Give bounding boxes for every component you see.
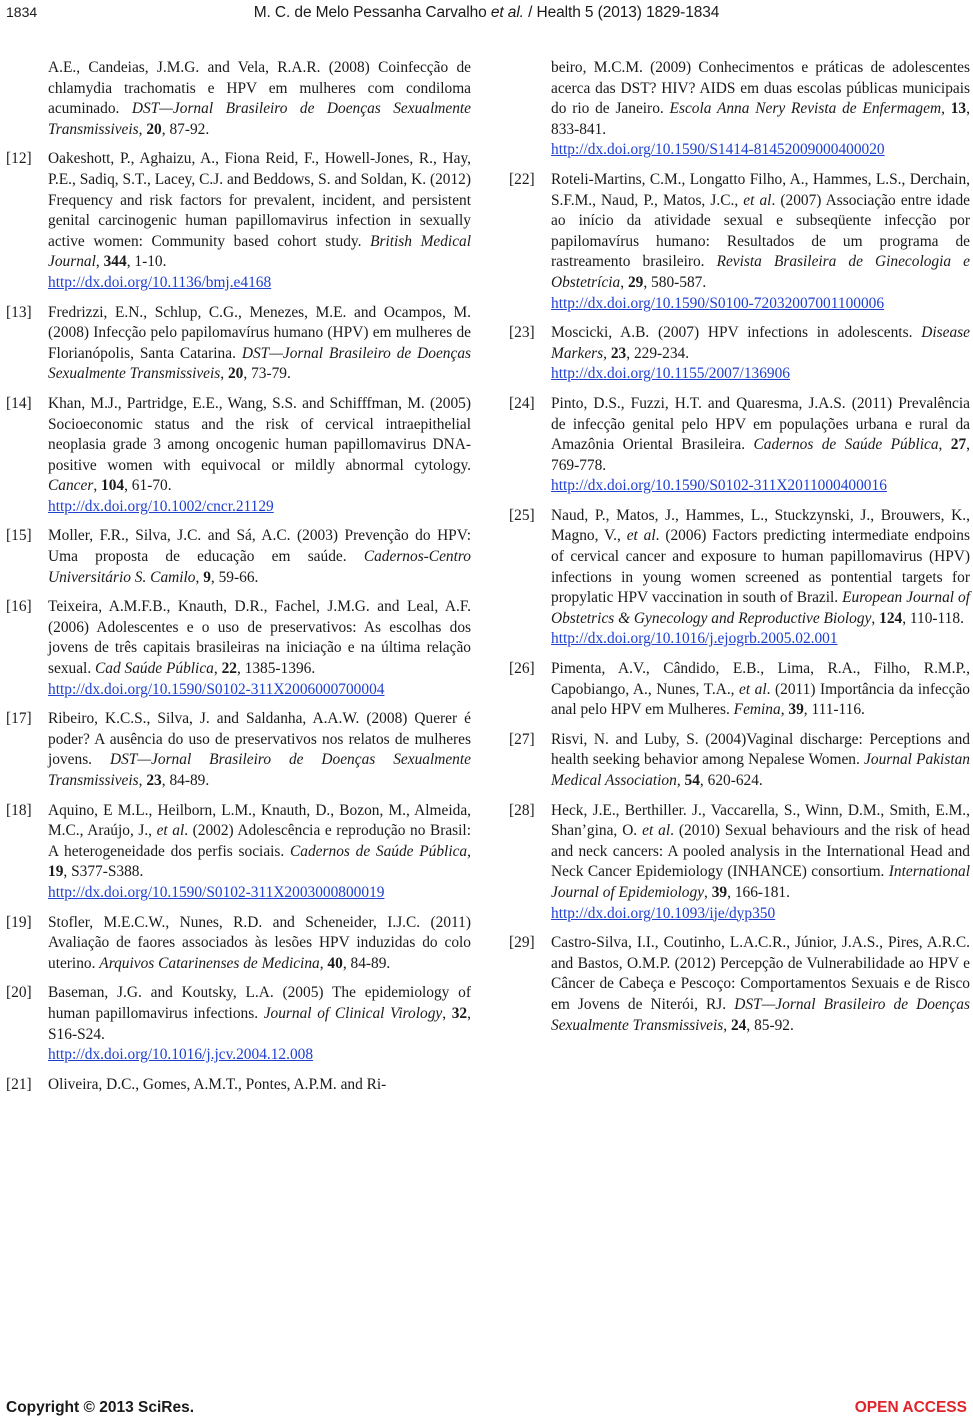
header-etal: et al. xyxy=(490,4,524,21)
reference-entry xyxy=(6,597,471,700)
reference-text: , xyxy=(220,365,228,383)
reference-text: Oakeshott, P., Aghaizu, A., Fiona Reid, F., Howell-Jones, R., Hay, P.E., Sadiq, S.T., Lacey, C.J. and Beddows, S. and Soldan, K. (2012) Frequency and risk factors for prevalent, incident, and persistent genital carcinogenic human papillomavirus infection in sexually active women: Community based cohort study. xyxy=(48,150,471,250)
doi-link[interactable]: http://dx.doi.org/10.1093/ije/dyp350 xyxy=(551,904,776,922)
reference-journal: Cadernos de Saúde Pública xyxy=(290,842,468,860)
reference-journal: Journal of Clinical Virology xyxy=(263,1004,443,1022)
reference-volume: 27 xyxy=(950,436,967,454)
reference-journal: Cancer xyxy=(48,477,94,495)
reference-text: , 111-116. xyxy=(803,701,865,719)
reference-text: , 59-66. xyxy=(210,568,259,586)
reference-volume: 13 xyxy=(950,100,967,118)
reference-journal: Journal Pakistan Medical Association xyxy=(551,751,970,789)
doi-link[interactable]: http://dx.doi.org/10.1590/S0102-311X2006000700004 xyxy=(48,680,385,698)
reference-entry xyxy=(509,801,970,925)
reference-entry xyxy=(509,58,970,161)
reference-text: Baseman, J.G. and Koutsky, L.A. (2005) The epidemiology of human papillomavirus infections. xyxy=(48,984,471,1022)
reference-journal: Cadernos-Centro Universitário S. Camilo xyxy=(48,548,471,586)
reference-number: [26] xyxy=(509,660,535,678)
doi-link[interactable]: http://dx.doi.org/10.1155/2007/136906 xyxy=(551,365,790,383)
reference-entry xyxy=(509,323,970,385)
reference-number: [12] xyxy=(6,150,32,168)
doi-link[interactable]: http://dx.doi.org/10.1016/j.jcv.2004.12.008 xyxy=(48,1046,314,1064)
reference-entry xyxy=(509,659,970,721)
reference-text: , xyxy=(213,660,222,678)
reference-text: , xyxy=(603,344,611,362)
references-left-column xyxy=(6,58,471,1104)
reference-journal: International Journal of Epidemiology xyxy=(551,863,970,901)
reference-entry xyxy=(6,801,471,904)
reference-number: [15] xyxy=(6,527,32,545)
reference-text: Moscicki, A.B. (2007) HPV infections in adolescents. xyxy=(551,324,922,342)
reference-entry xyxy=(509,933,970,1036)
reference-text: Teixeira, A.M.F.B., Knauth, D.R., Fachel, J.M.G. and Leal, A.F. (2006) Adolescentes e o uso de preservativos: As escolhas dos jovens de três capitais brasileiras na iniciação e na última relação sexual. xyxy=(48,598,471,678)
reference-text: , 166-181. xyxy=(727,883,790,901)
reference-number: [23] xyxy=(509,324,535,342)
reference-text: , xyxy=(442,1004,452,1022)
reference-text: , 85-92. xyxy=(746,1016,794,1034)
reference-text: Aquino, E M.L., Heilborn, L.M., Knauth, D., Bozon, M., Almeida, M.C., Araújo, J., xyxy=(48,801,471,840)
reference-journal: DST—Jornal Brasileiro de Doenças Sexualmente Transmissiveis xyxy=(48,100,471,138)
reference-text: , 110-118. xyxy=(902,609,964,627)
reference-text: Risvi, N. and Luby, S. (2004)Vaginal discharge: Perceptions and health seeking behavior among Nepalese Women. xyxy=(551,730,970,769)
reference-entry xyxy=(6,913,471,975)
reference-number: [18] xyxy=(6,801,32,819)
reference-volume: 29 xyxy=(627,273,644,291)
reference-text: Khan, M.J., Partridge, E.E., Wang, S.S. and Schifffman, M. (2005) Socioeconomic status and the risk of cervical intraepithelial neoplasia grade 3 among oncogenic human papillomavirus DNA-positive women with equivocal or mildly abnormal cytology. xyxy=(48,394,471,474)
reference-number: [19] xyxy=(6,913,32,931)
reference-text: , xyxy=(780,701,789,719)
reference-text: , 84-89. xyxy=(342,954,391,972)
reference-number: [25] xyxy=(509,506,535,524)
reference-text: , xyxy=(941,100,951,118)
reference-journal: European Journal of Obstetrics & Gynecology and Reproductive Biology xyxy=(551,589,971,627)
reference-text: , 1-10. xyxy=(126,253,167,271)
reference-number: [21] xyxy=(6,1075,32,1093)
reference-journal: et al xyxy=(156,822,185,840)
reference-text: , xyxy=(138,772,147,789)
reference-volume: 20 xyxy=(146,120,162,138)
reference-text: , xyxy=(620,273,628,291)
reference-journal: Cadernos de Saúde Pública xyxy=(753,436,939,454)
reference-volume: 32 xyxy=(451,1004,468,1022)
reference-text: . (2007) Associação entre idade ao início da atividade sexual e subseqüente infecção por papilomavírus humano: Resultados de um programa de rastreamento brasileiro. xyxy=(551,191,970,271)
reference-number: [20] xyxy=(6,984,32,1002)
reference-journal: DST—Jornal Brasileiro de Doenças Sexualmente Transmissiveis xyxy=(48,344,471,383)
reference-number: [14] xyxy=(6,394,32,412)
reference-journal: Femina xyxy=(733,701,781,719)
reference-text: . (2010) Sexual behaviours and the risk of head and neck cancers: A pooled analysis in the International Head and Neck Cancer Epidemiology (INHANCE) consortium. xyxy=(551,822,970,881)
doi-link[interactable]: http://dx.doi.org/10.1590/S0102-311X2003000800019 xyxy=(48,883,385,901)
reference-entry xyxy=(509,730,970,792)
reference-text: A.E., Candeias, J.M.G. and Vela, R.A.R. (2008) Coinfecção de chlamydia trachomatis e HPV em mulheres com condiloma acuminado. xyxy=(48,59,471,118)
reference-text: Oliveira, D.C., Gomes, A.M.T., Pontes, A.P.M. and Ri- xyxy=(48,1075,387,1093)
reference-text: , xyxy=(138,120,147,138)
reference-number: [28] xyxy=(509,801,535,819)
reference-volume: 124 xyxy=(879,609,903,627)
reference-text: , 580-587. xyxy=(643,273,707,291)
page-number: 1834 xyxy=(6,4,38,20)
reference-text: , 620-624. xyxy=(699,772,763,789)
reference-volume: 104 xyxy=(101,477,125,495)
copyright-notice: Copyright © 2013 SciRes. xyxy=(6,1399,195,1416)
reference-volume: 19 xyxy=(48,863,64,881)
doi-link[interactable]: http://dx.doi.org/10.1590/S1414-81452009000400020 xyxy=(551,141,885,159)
reference-text: , 769-778. xyxy=(551,436,970,474)
reference-entry xyxy=(6,149,471,293)
reference-volume: 23 xyxy=(610,344,627,362)
reference-number: [16] xyxy=(6,598,32,616)
reference-journal: Escola Anna Nery Revista de Enfermagem xyxy=(669,100,942,118)
reference-number: [29] xyxy=(509,934,535,952)
reference-volume: 39 xyxy=(788,701,804,719)
reference-entry xyxy=(6,394,471,518)
doi-link[interactable]: http://dx.doi.org/10.1136/bmj.e4168 xyxy=(48,273,272,291)
running-header xyxy=(0,4,973,22)
reference-text: , xyxy=(467,842,471,860)
reference-text: beiro, M.C.M. (2009) Conhecimentos e práticas de adolescentes acerca das DST? HIV? AIDS em duas escolas públicas municipais do rio de Janeiro. xyxy=(551,59,970,118)
reference-text: , 73-79. xyxy=(243,365,291,383)
reference-number: [24] xyxy=(509,394,535,412)
reference-journal: Cad Saúde Pública xyxy=(95,660,214,678)
reference-journal: et al xyxy=(626,527,656,545)
reference-text: Naud, P., Matos, J., Hammes, L., Stuckzynski, J., Brouwers, K., Magno, V., xyxy=(551,506,970,545)
reference-entry xyxy=(6,526,471,588)
reference-text: , xyxy=(704,883,712,901)
doi-link[interactable]: http://dx.doi.org/10.1002/cncr.21129 xyxy=(48,497,274,515)
reference-text: , S16-S24. xyxy=(48,1004,471,1043)
reference-text: , 61-70. xyxy=(124,477,172,495)
reference-volume: 20 xyxy=(227,365,244,383)
reference-number: [13] xyxy=(6,303,32,321)
reference-text: Ribeiro, K.C.S., Silva, J. and Saldanha, A.A.W. (2008) Querer é poder? A ausência do uso de preservativos nos relatos de mulheres jovens. xyxy=(48,710,471,769)
reference-journal: Revista Brasileira de Ginecologia e Obstetrícia xyxy=(551,253,970,291)
doi-link[interactable]: http://dx.doi.org/10.1590/S0102-311X2011000400016 xyxy=(551,477,887,495)
reference-number: [17] xyxy=(6,710,32,728)
reference-text: , xyxy=(871,609,880,627)
open-access-label: OPEN ACCESS xyxy=(854,1399,967,1416)
reference-entry xyxy=(6,58,471,140)
reference-entry xyxy=(509,506,970,650)
reference-journal: et al xyxy=(739,680,767,698)
reference-text: , 229-234. xyxy=(626,344,690,362)
reference-text: , xyxy=(93,477,102,495)
reference-text: , 1385-1396. xyxy=(236,660,316,678)
reference-entry xyxy=(6,1075,471,1096)
reference-text: Stofler, M.E.C.W., Nunes, R.D. and Scheneider, I.J.C. (2011) Avaliação de faores associados às lesões HPV induzidas do colo uterino. xyxy=(48,913,471,972)
reference-journal: DST—Jornal Brasileiro de Doenças Sexualmente Transmissiveis xyxy=(48,751,471,789)
reference-text: Roteli-Martins, C.M., Longatto Filho, A., Hammes, L.S., Derchain, S.F.M., Naud, P., Matos, J.C., xyxy=(551,170,970,209)
reference-volume: 54 xyxy=(684,772,700,789)
reference-number: [22] xyxy=(509,170,535,188)
reference-entry xyxy=(6,303,471,385)
reference-volume: 24 xyxy=(730,1016,747,1034)
reference-number: [27] xyxy=(509,730,535,748)
reference-volume: 23 xyxy=(146,772,162,789)
reference-text: , xyxy=(95,253,104,271)
reference-volume: 40 xyxy=(327,954,343,972)
reference-text: Heck, J.E., Berthiller. J., Vaccarella, S., Winn, D.M., Smith, E.M., Shan’gina, O. xyxy=(551,801,970,840)
reference-text: , S377-S388. xyxy=(63,863,144,881)
reference-journal: Disease Markers xyxy=(551,324,970,362)
reference-text: . (2002) Adolescência e reprodução no Brasil: A heterogeneidade dos perfis sociais. xyxy=(48,822,471,860)
reference-entry xyxy=(6,709,471,791)
doi-link[interactable]: http://dx.doi.org/10.1590/S0100-72032007001100006 xyxy=(551,294,885,312)
reference-text: Castro-Silva, I.I., Coutinho, L.A.C.R., Júnior, J.A.S., Pires, A.R.C. and Bastos, O.M.P. (2012) Percepção de Vulnerabilidade ao HPV e Câncer de Cabeça e Pescoço: Comportamentos Sexuais e de Risco em Jovens de Niterói, RJ. xyxy=(551,934,970,1013)
reference-text: , xyxy=(319,954,328,972)
reference-entry xyxy=(6,983,471,1065)
reference-text: , xyxy=(938,436,951,454)
reference-volume: 9 xyxy=(203,568,211,586)
reference-entry xyxy=(509,170,970,314)
reference-text: , xyxy=(676,772,685,789)
reference-text: , 84-89. xyxy=(161,772,210,789)
reference-text: Pinto, D.S., Fuzzi, H.T. and Quaresma, J.A.S. (2011) Prevalência de infecção genital pelo HPV em populações urbana e rural da Amazônia Oriental Brasileira. xyxy=(551,394,970,454)
references-right-column xyxy=(509,58,970,1045)
reference-journal: et al xyxy=(743,191,772,209)
reference-journal: Arquivos Catarinenses de Medicina xyxy=(99,954,320,972)
reference-journal: et al xyxy=(642,822,671,840)
header-journal-citation: / Health 5 (2013) 1829-1834 xyxy=(528,4,720,21)
reference-text: , xyxy=(195,568,204,586)
reference-text: , 87-92. xyxy=(161,120,210,138)
header-authors: M. C. de Melo Pessanha Carvalho xyxy=(253,4,487,21)
reference-volume: 22 xyxy=(221,660,237,678)
reference-text: Moller, F.R., Silva, J.C. and Sá, A.C. (2003) Prevenção do HPV: Uma proposta de educação em saúde. xyxy=(48,527,471,566)
doi-link[interactable]: http://dx.doi.org/10.1016/j.ejogrb.2005.02.001 xyxy=(551,630,838,648)
reference-journal: British Medical Journal xyxy=(48,232,471,271)
reference-text: , xyxy=(723,1016,731,1034)
reference-journal: DST—Jornal Brasileiro de Doenças Sexualmente Transmissiveis xyxy=(551,995,970,1034)
reference-entry xyxy=(509,394,970,497)
reference-text: . (2006) Factors predicting intermediate endpoins of cervical cancer and exposure to human papillomavirus (HPV) infections in young women screened as pontential targets for propylatic HPV vaccination in south of Brazil. xyxy=(551,527,970,607)
reference-text: Fredrizzi, E.N., Schlup, C.G., Menezes, M.E. and Ocampos, M. (2008) Infecção pelo papilomavírus humano (HPV) em mulheres de Florianópolis, Santa Catarina. xyxy=(48,303,471,362)
reference-text: , 833-841. xyxy=(551,100,970,138)
reference-text: Pimenta, A.V., Cândido, E.B., Lima, R.A., Filho, R.M.P., Capobiango, A., Nunes, T.A., xyxy=(551,660,970,698)
reference-volume: 344 xyxy=(103,253,127,271)
reference-text: . (2011) Importância da infecção anal pelo HPV em Mulheres. xyxy=(551,680,970,719)
reference-volume: 39 xyxy=(711,883,728,901)
